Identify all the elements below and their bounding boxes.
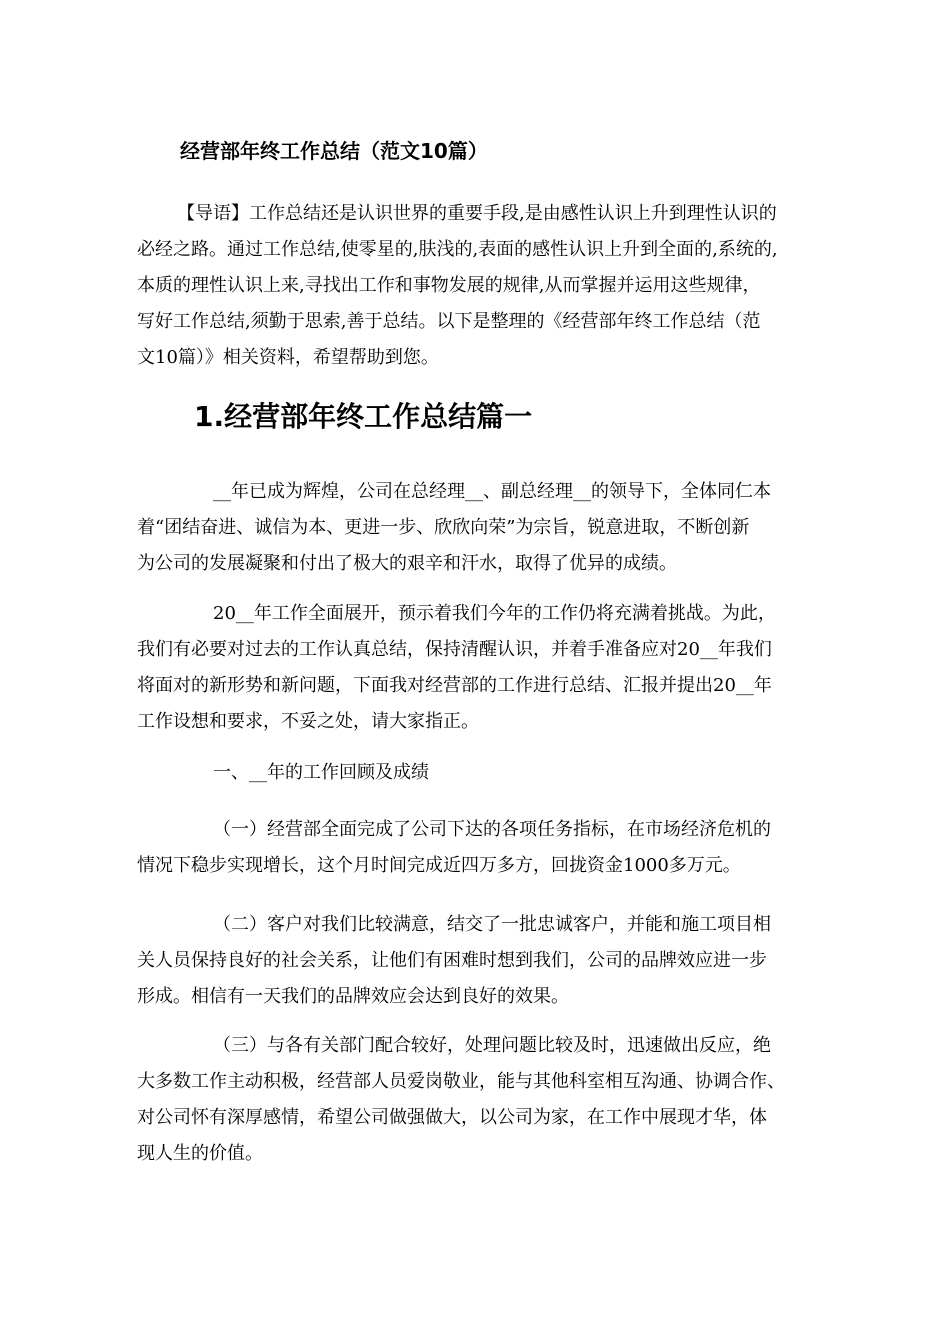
document-title: 经营部年终工作总结（范文10篇）	[180, 139, 488, 163]
paragraph-line: 将面对的新形势和新问题，下面我对经营部的工作进行总结、汇报并提出20__年	[137, 675, 772, 696]
intro-line: 写好工作总结,须勤于思索,善于总结。以下是整理的《经营部年终工作总结（范	[137, 311, 761, 332]
paragraph-line: 对公司怀有深厚感情，希望公司做强做大，以公司为家，在工作中展现才华，体	[137, 1107, 767, 1128]
body-paragraph	[137, 1028, 817, 1172]
paragraph-line: （一）经营部全面完成了公司下达的各项任务指标，在市场经济危机的	[213, 819, 771, 840]
intro-line: 必经之路。通过工作总结,使零星的,肤浅的,表面的感性认识上升到全面的,系统的,	[137, 239, 778, 260]
paragraph-line: 工作设想和要求，不妥之处，请大家指正。	[137, 711, 479, 732]
paragraph-line: 关人员保持良好的社会关系，让他们有困难时想到我们，公司的品牌效应进一步	[137, 950, 767, 971]
paragraph-line: __年已成为辉煌，公司在总经理__、副总经理__的领导下，全体同仁本	[213, 481, 771, 502]
paragraph-line: 一、__年的工作回顾及成绩	[213, 762, 429, 783]
intro-line: 本质的理性认识上来,寻找出工作和事物发展的规律,从而掌握并运用这些规律，	[137, 275, 761, 296]
paragraph-line: 形成。相信有一天我们的品牌效应会达到良好的效果。	[137, 986, 569, 1007]
paragraph-line: 为公司的发展凝聚和付出了极大的艰辛和汗水，取得了优异的成绩。	[137, 553, 677, 574]
paragraph-line: 着“团结奋进、诚信为本、更进一步、欣欣向荣”为宗旨，锐意进取，不断创新	[137, 517, 750, 538]
paragraph-line: 我们有必要对过去的工作认真总结，保持清醒认识，并着手准备应对20__年我们	[137, 639, 772, 660]
intro-line: 【导语】工作总结还是认识世界的重要手段,是由感性认识上升到理性认识的	[177, 203, 777, 224]
intro-paragraph	[137, 196, 817, 376]
body-paragraph	[137, 596, 817, 740]
body-paragraph	[137, 812, 817, 884]
intro-line: 文10篇）》相关资料，希望帮助到您。	[137, 347, 439, 368]
paragraph-line: 20__年工作全面展开，预示着我们今年的工作仍将充满着挑战。为此，	[213, 603, 776, 624]
paragraph-line: 现人生的价值。	[137, 1143, 263, 1164]
section-heading: 1.经营部年终工作总结篇一	[194, 400, 533, 433]
paragraph-line: 情况下稳步实现增长，这个月时间完成近四万多方，回拢资金1000多万元。	[137, 855, 741, 876]
body-paragraph	[137, 907, 817, 1015]
paragraph-line: （三）与各有关部门配合较好，处理问题比较及时，迅速做出反应，绝	[213, 1035, 771, 1056]
subsection-heading	[137, 755, 817, 791]
body-paragraph	[137, 474, 817, 582]
paragraph-line: 大多数工作主动积极，经营部人员爱岗敬业，能与其他科室相互沟通、协调合作、	[137, 1071, 785, 1092]
paragraph-line: （二）客户对我们比较满意，结交了一批忠诚客户，并能和施工项目相	[213, 914, 771, 935]
